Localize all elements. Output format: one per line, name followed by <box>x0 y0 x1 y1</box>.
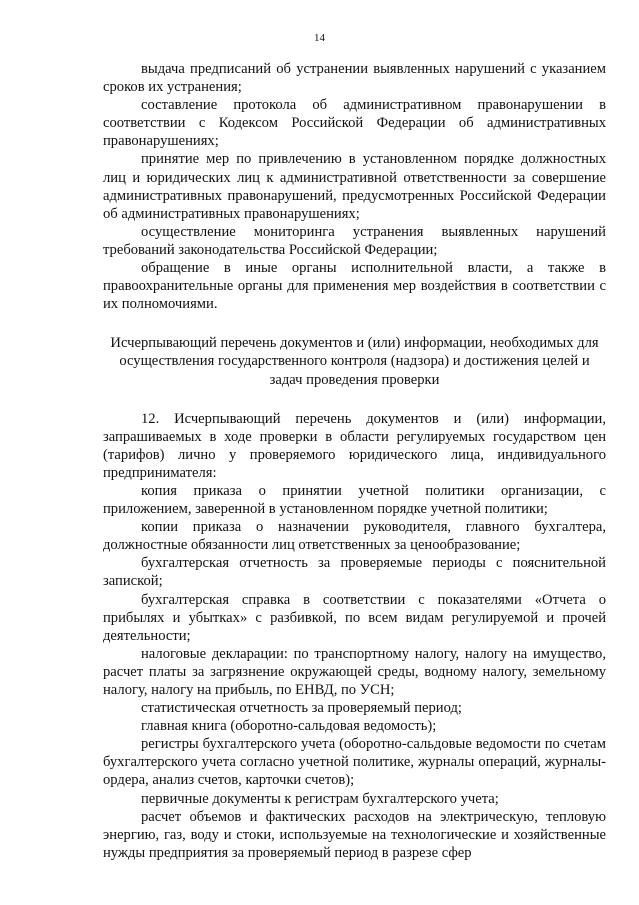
list-item: регистры бухгалтерского учета (оборотно-сальдовые ведомости по счетам бухгалтерского учета согласно учетной политике, журналы операций, журналы-ордера, анализ счетов, карточки счетов); <box>103 736 606 789</box>
list-item: налоговые декларации: по транспортному налогу, налогу на имущество, расчет платы за загрязнение окружающей среды, водному налогу, земельному налогу, налогу на прибыль, по ЕНВД, по УСН; <box>103 645 606 698</box>
list-item: статистическая отчетность за проверяемый период; <box>141 700 462 717</box>
list-item: составление протокола об административном правонарушении в соответствии с Кодексом Российской Федерации об административных правонарушениях; <box>103 97 606 150</box>
list-item: первичные документы к регистрам бухгалтерского учета; <box>141 790 499 807</box>
list-item: принятие мер по привлечению в установленном порядке должностных лиц и юридических лиц к административной ответственности за совершение административных правонарушений, предусмотренных Российской Федерации об административных правонарушениях; <box>103 151 606 222</box>
page-number: 14 <box>314 32 325 44</box>
section-heading: Исчерпывающий перечень документов и (или) информации, необходимых для осуществления государственного контроля (надзора) и достижения целей и задач проведения проверки <box>110 335 599 388</box>
list-item: осуществление мониторинга устранения выявленных нарушений требований законодательства Российской Федерации; <box>103 223 606 258</box>
list-item: расчет объемов и фактических расходов на электрическую, тепловую энергию, газ, воду и стоки, используемые на технологические и хозяйственные нужды предприятия за проверяемый период в разрезе сфер <box>103 808 606 861</box>
list-item: главная книга (оборотно-сальдовая ведомость); <box>141 718 437 735</box>
clause-12: 12. Исчерпывающий перечень документов и (или) информации, запрашиваемых в ходе проверки в области регулируемых государством цен (тарифов) лично у проверяемого юридического лица, индивидуального предпринимателя: <box>103 410 606 481</box>
list-item: бухгалтерская справка в соответствии с показателями «Отчета о прибылях и убытках» с разбивкой, по всем видам регулируемой и прочей деятельности; <box>103 591 606 644</box>
list-item: обращение в иные органы исполнительной власти, а также в правоохранительные органы для применения мер воздействия в соответствии с их полномочиями. <box>103 260 606 313</box>
list-item: копии приказа о назначении руководителя, главного бухгалтера, должностные обязанности лиц ответственных за ценообразование; <box>103 519 606 554</box>
document-body <box>103 60 606 862</box>
list-item: выдача предписаний об устранении выявленных нарушений с указанием сроков их устранения; <box>103 61 606 96</box>
list-item: копия приказа о принятии учетной политики организации, с приложением, заверенной в установленном порядке учетной политики; <box>103 482 606 518</box>
list-item: бухгалтерская отчетность за проверяемые периоды с пояснительной запиской; <box>103 555 606 590</box>
